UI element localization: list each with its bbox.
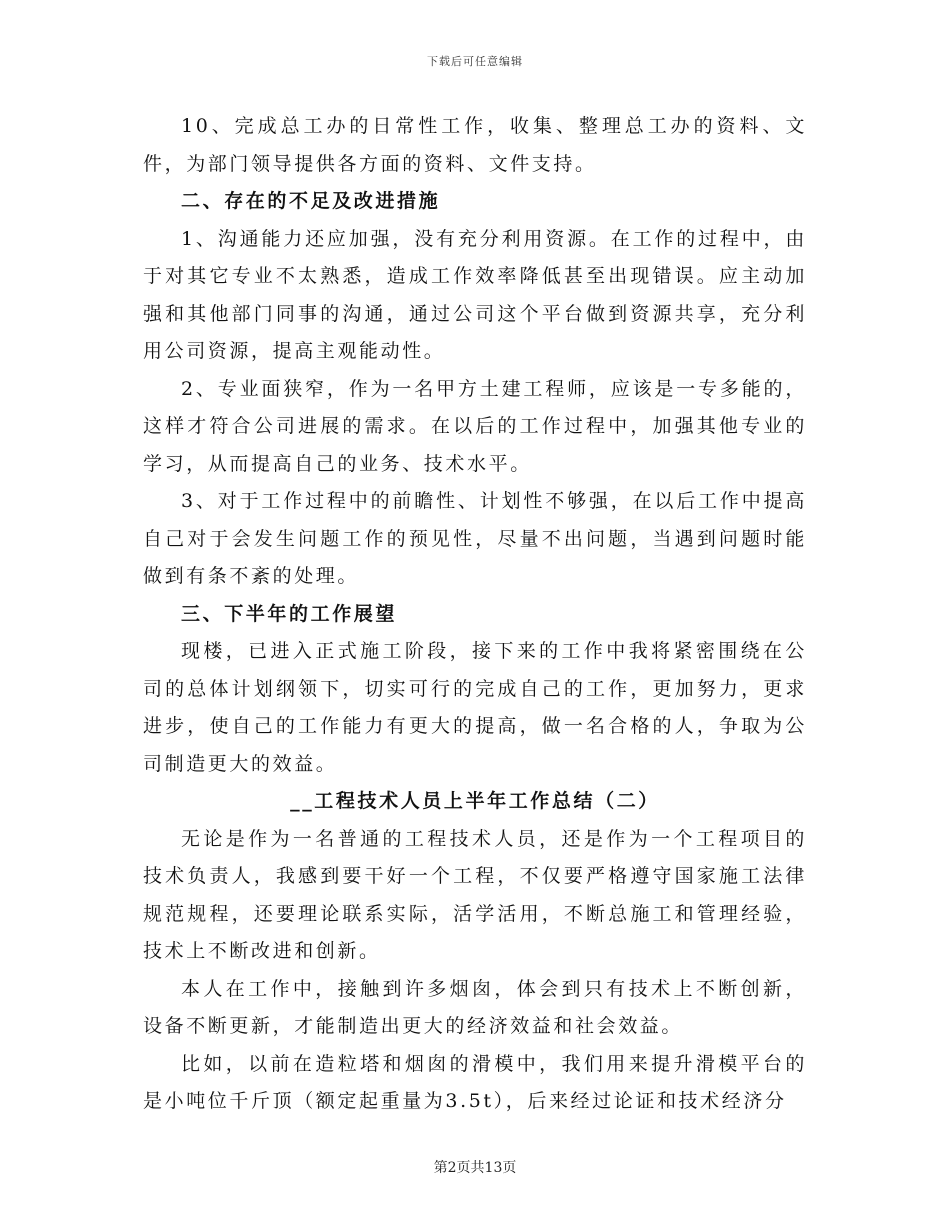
paragraph-narrow-expertise: 2、专业面狭窄，作为一名甲方土建工程师，应该是一专多能的，这样才符合公司进展的需求。在以后的工作过程中，加强其他专业的学习，从而提高自己的业务、技术水平。	[143, 377, 807, 475]
section-heading-shortcomings: 二、存在的不足及改进措施	[181, 190, 441, 212]
paragraph-tech-lead: 无论是作为一名普通的工程技术人员，还是作为一个工程项目的技术负责人，我感到要干好一个工程，不仅要严格遵守国家施工法律规范规程，还要理论联系实际，活学活用，不断总施工和管理经验，技术上不断改进和创新。	[143, 827, 807, 962]
paragraph-communication: 1、沟通能力还应加强，没有充分利用资源。在工作的过程中，由于对其它专业不太熟悉，造成工作效率降低甚至出现错误。应主动加强和其他部门同事的沟通，通过公司这个平台做到资源共享，充分利用公司资源，提高主观能动性。	[143, 227, 807, 362]
paragraph-slipform-example: 比如，以前在造粒塔和烟囱的滑模中，我们用来提升滑模平台的是小吨位千斤顶（额定起重量为3.5t），后来经过论证和技术经济分	[143, 1052, 807, 1112]
page-number-footer: 第2页共13页	[433, 1160, 517, 1176]
paragraph-chimney-experience: 本人在工作中，接触到许多烟囱，体会到只有技术上不断创新，设备不断更新，才能制造出更大的经济效益和社会效益。	[143, 977, 807, 1037]
paragraph-foresight: 3、对于工作过程中的前瞻性、计划性不够强，在以后工作中提高自己对于会发生问题工作的预见性，尽量不出问题，当遇到问题时能做到有条不紊的处理。	[143, 490, 807, 587]
section-heading-outlook: 三、下半年的工作展望	[181, 602, 398, 625]
document-body	[143, 108, 807, 1121]
document-title-part-two: __工程技术人员上半年工作总结（二）	[290, 790, 660, 812]
paragraph-daily-work: 10、完成总工办的日常性工作，收集、整理总工办的资料、文件，为部门领导提供各方面的资料、文件支持。	[143, 115, 807, 175]
paragraph-outlook: 现楼，已进入正式施工阶段，接下来的工作中我将紧密围绕在公司的总体计划纲领下，切实可行的完成自己的工作，更加努力，更求进步，使自己的工作能力有更大的提高，做一名合格的人，争取为公司制造更大的效益。	[143, 640, 807, 775]
page-header-note: 下载后可任意编辑	[427, 55, 523, 68]
